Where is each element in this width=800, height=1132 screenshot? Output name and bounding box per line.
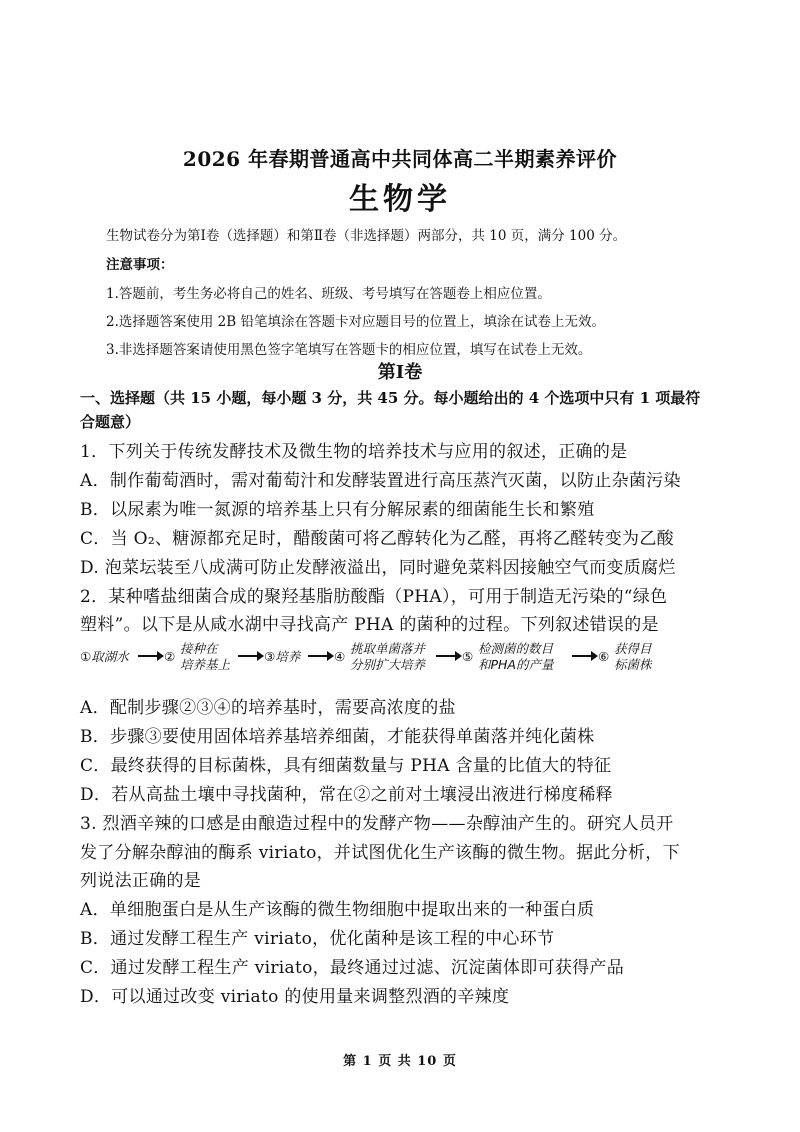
flow-step-5-number: ⑤	[462, 649, 474, 664]
notice-item-3: 3.非选择题答案请使用黑色签字笔填写在答题卡的相应位置，填写在试卷上无效。	[106, 342, 592, 358]
q3-option-c: C．通过发酵工程生产 viriato，最终通过过滤、沉淀菌体即可获得产品	[80, 958, 625, 978]
q2-option-a: A．配制步骤②③④的培养基时，需要高浓度的盐	[80, 698, 456, 718]
flow-arrow-4	[436, 655, 460, 657]
q3-option-a: A．单细胞蛋白是从生产该酶的微生物细胞中提取出来的一种蛋白质	[80, 900, 595, 920]
flow-step-2-number: ②	[164, 649, 176, 664]
flow-step-6-line-1: 获得目	[614, 641, 652, 656]
flow-step-5-line-2: 和PHA的产量	[478, 657, 554, 672]
q1-stem: 1．下列关于传统发酵技术及微生物的培养技术与应用的叙述，正确的是	[80, 442, 628, 462]
volume-title: 第Ⅰ卷	[377, 362, 423, 383]
q3-option-b: B．通过发酵工程生产 viriato，优化菌种是该工程的中心环节	[80, 929, 555, 949]
notice-item-2: 2.选择题答案使用 2B 铅笔填涂在答题卡对应题目号的位置上，填涂在试卷上无效。	[106, 314, 605, 330]
q3-stem-line-3: 列说法正确的是	[80, 871, 202, 891]
page-number-footer: 第 1 页 共 10 页	[343, 1054, 457, 1069]
q3-stem-line-2: 发了分解杂醇油的酶系 viriato，并试图优化生产该酶的微生物。据此分析，下	[80, 843, 680, 863]
flow-arrow-5	[572, 655, 596, 657]
exam-title: 2026 年春期普通高中共同体高二半期素养评价	[182, 147, 618, 171]
q1-option-d: D. 泡菜坛装至八成满可防止发酵液溢出，同时避免菜料因接触空气而变质腐烂	[80, 558, 676, 578]
flow-arrow-2	[238, 655, 262, 657]
flow-step-4-line-1: 挑取单菌落并	[350, 641, 426, 656]
q2-stem-line-2: 塑料”。以下是从咸水湖中寻找高产 PHA 的菌种的过程。下列叙述错误的是	[80, 615, 659, 635]
section-heading-line-2: 合题意）	[80, 413, 141, 431]
subject-title: 生物学	[349, 182, 451, 217]
section-heading	[80, 386, 720, 434]
flow-step-2-line-2: 培养基上	[180, 657, 231, 672]
q3-stem-line-1: 3. 烈酒辛辣的口感是由酿造过程中的发酵产物——杂醇油产生的。研究人员开	[80, 814, 674, 834]
q3-option-d: D．可以通过改变 viriato 的使用量来调整烈酒的辛辣度	[80, 987, 510, 1007]
q2-option-c: C．最终获得的目标菌株，具有细菌数量与 PHA 含量的比值大的特征	[80, 756, 612, 776]
instructions-intro: 生物试卷分为第Ⅰ卷（选择题）和第Ⅱ卷（非选择题）两部分，共 10 页，满分 100 分。	[106, 228, 627, 244]
flow-step-1: ①取湖水	[80, 649, 129, 664]
flow-arrow-3	[308, 655, 332, 657]
section-heading-line-1: 一、选择题（共 15 小题，每小题 3 分，共 45 分。每小题给出的 4 个选项中只有 1 项最符	[80, 389, 701, 407]
q1-option-a: A．制作葡萄酒时，需对葡萄汁和发酵装置进行高压蒸汽灭菌，以防止杂菌污染	[80, 471, 681, 491]
q1-option-c: C．当 O₂、糖源都充足时，醋酸菌可将乙醇转化为乙醛，再将乙醛转变为乙酸	[80, 529, 674, 549]
notice-label: 注意事项：	[106, 257, 174, 273]
flow-step-3: ③培养	[264, 649, 301, 664]
flow-step-2-line-1: 接种在	[180, 641, 218, 656]
q2-option-d: D．若从高盐土壤中寻找菌种，常在②之前对土壤浸出液进行梯度稀释	[80, 785, 613, 805]
pha-process-flowchart	[80, 641, 720, 681]
flow-step-6-number: ⑥	[598, 649, 610, 664]
q2-stem-line-1: 2．某种嗜盐细菌合成的聚羟基脂肪酸酯（PHA），可用于制造无污染的“绿色	[80, 587, 668, 607]
flow-step-6-line-2: 标菌株	[614, 657, 652, 672]
flow-arrow-1	[138, 655, 162, 657]
flow-step-4-line-2: 分别扩大培养	[350, 657, 426, 672]
notice-item-1: 1.答题前，考生务必将自己的姓名、班级、考号填写在答题卷上相应位置。	[106, 286, 551, 302]
flow-step-4-number: ④	[334, 649, 346, 664]
flow-step-5-line-1: 检测菌的数目	[478, 641, 554, 656]
q1-option-b: B．以尿素为唯一氮源的培养基上只有分解尿素的细菌能生长和繁殖	[80, 500, 595, 520]
q2-option-b: B．步骤③要使用固体培养基培养细菌，才能获得单菌落并纯化菌株	[80, 727, 595, 747]
